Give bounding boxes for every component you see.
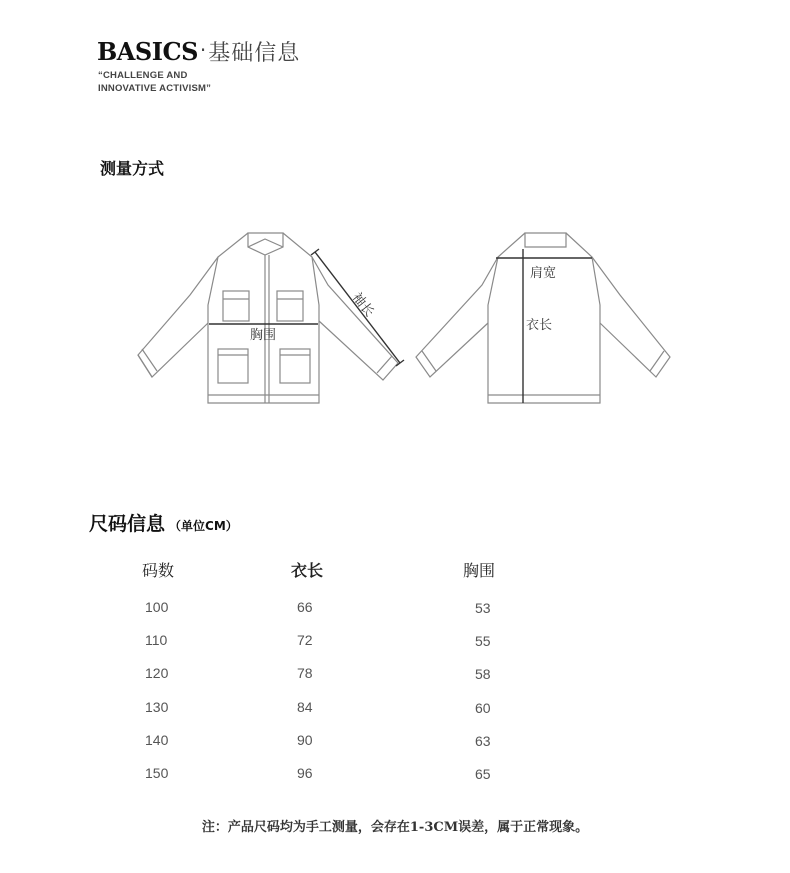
slogan-line-2: INNOVATIVE ACTIVISM” xyxy=(98,83,212,94)
cell-size: 120 xyxy=(145,665,169,681)
cell-length: 66 xyxy=(297,599,313,615)
cell-chest: 60 xyxy=(475,700,491,716)
brand-separator: · xyxy=(199,38,207,62)
cell-length: 96 xyxy=(297,765,313,781)
brand-header xyxy=(97,36,300,67)
measurement-diagram xyxy=(130,225,675,410)
size-info-title: 尺码信息 xyxy=(89,513,166,535)
cell-chest: 58 xyxy=(475,666,491,682)
cell-size: 140 xyxy=(145,732,169,748)
brand-slogan xyxy=(98,69,211,95)
measurement-note: 注：产品尺码均为手工测量，会存在1-3CM误差，属于正常现象。 xyxy=(201,820,589,835)
header-chest: 胸围 xyxy=(463,561,496,580)
cell-length: 90 xyxy=(297,732,313,748)
measure-title: 测量方式 xyxy=(100,159,165,178)
header-size: 码数 xyxy=(142,561,175,580)
size-info-heading xyxy=(89,509,238,536)
cell-length: 72 xyxy=(297,632,313,648)
shoulder-label: 肩宽 xyxy=(530,266,557,281)
cell-chest: 55 xyxy=(475,633,491,649)
slogan-line-1: “CHALLENGE AND xyxy=(98,70,188,81)
size-info-unit: （单位CM） xyxy=(169,519,238,533)
cell-chest: 63 xyxy=(475,733,491,749)
cell-size: 150 xyxy=(145,765,169,781)
jacket-front-illustration xyxy=(138,233,398,403)
cell-size: 130 xyxy=(145,699,169,715)
cell-length: 84 xyxy=(297,699,313,715)
length-label: 衣长 xyxy=(526,318,553,333)
brand-name-cn: 基础信息 xyxy=(208,41,301,66)
cell-length: 78 xyxy=(297,665,313,681)
cell-size: 100 xyxy=(145,599,169,615)
brand-name-en: BASICS xyxy=(97,37,198,66)
sleeve-label: 袖长 xyxy=(348,290,377,320)
cell-chest: 53 xyxy=(475,600,491,616)
chest-label: 胸围 xyxy=(250,328,277,343)
cell-chest: 65 xyxy=(475,766,491,782)
header-length: 衣长 xyxy=(291,561,324,580)
cell-size: 110 xyxy=(145,632,168,648)
